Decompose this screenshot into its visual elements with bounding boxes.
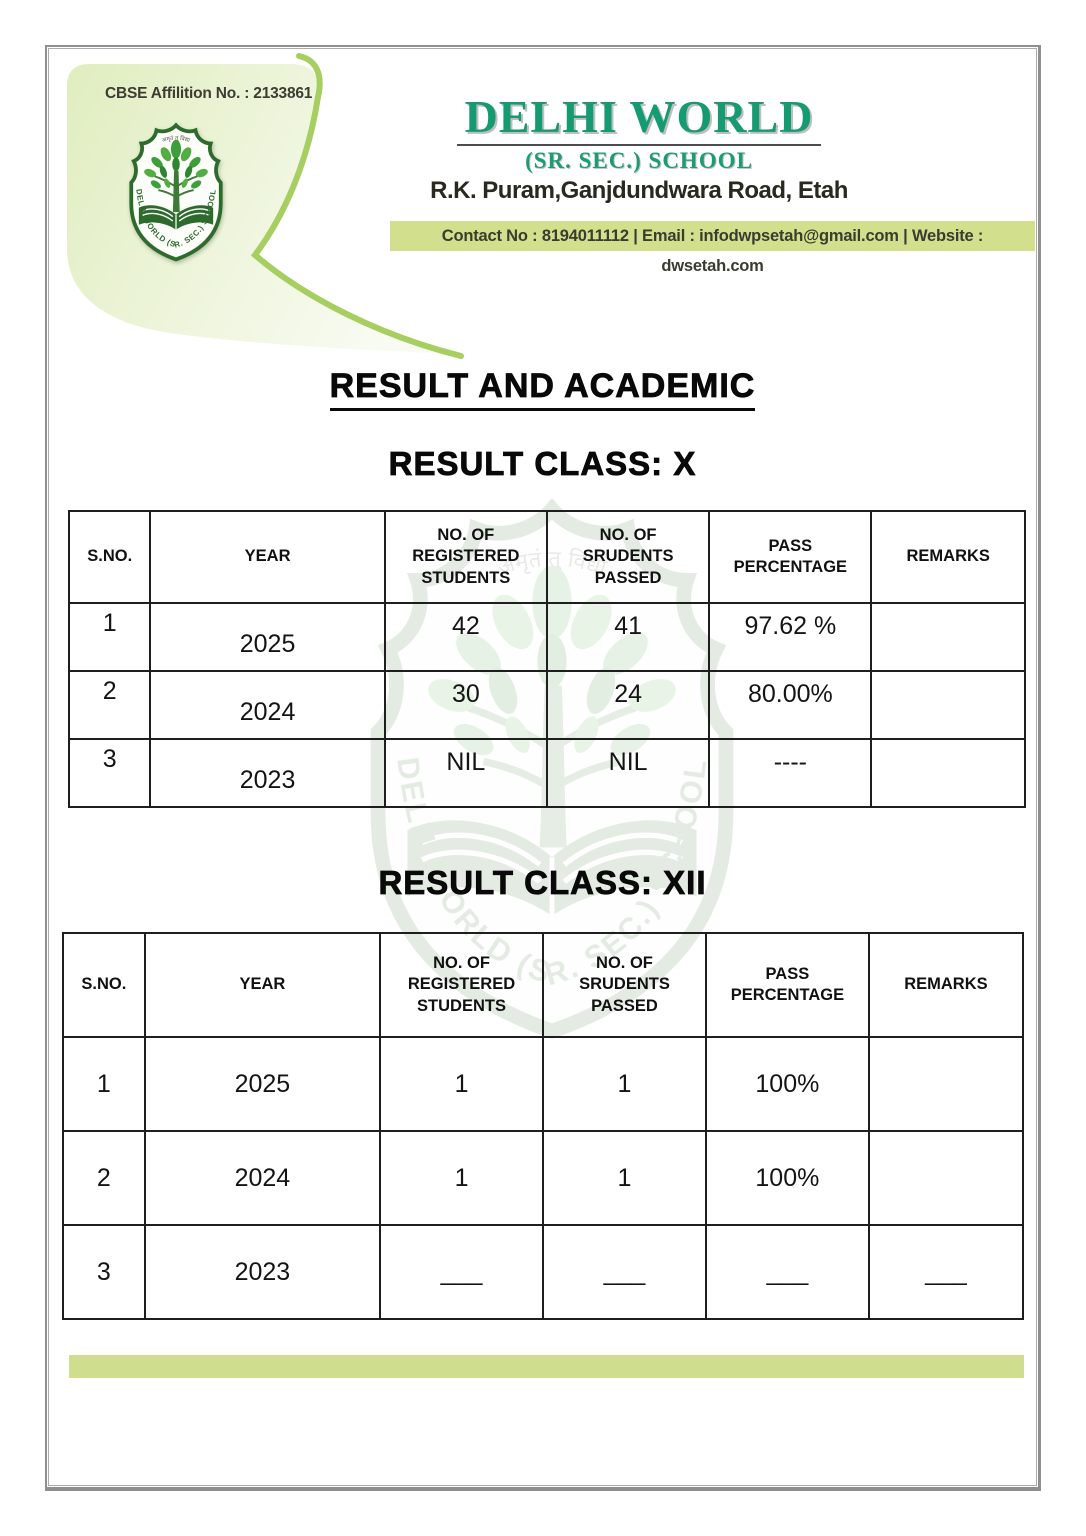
table-cell <box>869 1131 1023 1225</box>
footer-bar <box>69 1355 1024 1378</box>
table-cell: ___ <box>543 1225 706 1319</box>
table-cell: 2025 <box>150 603 384 671</box>
page-title-wrap <box>49 367 1036 411</box>
table-row <box>63 1131 1023 1225</box>
page-body <box>48 48 1037 1486</box>
table-cell: 80.00% <box>709 671 871 739</box>
table-cell: 1 <box>63 1037 145 1131</box>
column-header: REMARKS <box>871 511 1025 603</box>
column-header: REMARKS <box>869 933 1023 1037</box>
table-cell <box>871 671 1025 739</box>
column-header: PASS PERCENTAGE <box>709 511 871 603</box>
column-header: S.NO. <box>63 933 145 1037</box>
school-subtitle: (SR. SEC.) SCHOOL <box>525 148 753 173</box>
column-header: YEAR <box>145 933 380 1037</box>
column-header: YEAR <box>150 511 384 603</box>
school-address: R.K. Puram,Ganjdundwara Road, Etah <box>430 177 848 204</box>
table-cell: 41 <box>547 603 709 671</box>
table-row <box>69 671 1025 739</box>
table-cell: 24 <box>547 671 709 739</box>
table-cell: ___ <box>706 1225 869 1319</box>
table-row <box>63 1225 1023 1319</box>
table-cell: 2023 <box>145 1225 380 1319</box>
header-row <box>69 511 1025 603</box>
table-cell: 2024 <box>150 671 384 739</box>
school-name: DELHI WORLD <box>457 93 822 146</box>
page-title: RESULT AND ACADEMIC <box>330 367 756 411</box>
table-cell <box>871 603 1025 671</box>
table-cell <box>869 1037 1023 1131</box>
column-header: NO. OF SRUDENTS PASSED <box>543 933 706 1037</box>
table-row <box>69 739 1025 807</box>
table-row <box>63 1037 1023 1131</box>
page-frame <box>45 45 1041 1491</box>
table-cell: 3 <box>69 739 150 807</box>
table-cell <box>871 739 1025 807</box>
table-cell: 2025 <box>145 1037 380 1131</box>
table-cell: NIL <box>385 739 547 807</box>
results-table-class-xii <box>62 932 1024 1320</box>
table-cell: 3 <box>63 1225 145 1319</box>
table-cell: 2023 <box>150 739 384 807</box>
school-logo <box>113 113 239 271</box>
column-header: S.NO. <box>69 511 150 603</box>
table-cell: 1 <box>69 603 150 671</box>
table-cell: 100% <box>706 1037 869 1131</box>
table-cell: 2024 <box>145 1131 380 1225</box>
header-row <box>63 933 1023 1037</box>
table-cell: ___ <box>380 1225 543 1319</box>
column-header: PASS PERCENTAGE <box>706 933 869 1037</box>
table-cell: 1 <box>380 1037 543 1131</box>
results-table-class-x <box>68 510 1026 808</box>
table-cell: 2 <box>69 671 150 739</box>
column-header: NO. OF REGISTERED STUDENTS <box>380 933 543 1037</box>
column-header: NO. OF REGISTERED STUDENTS <box>385 511 547 603</box>
table-cell: 1 <box>380 1131 543 1225</box>
column-header: NO. OF SRUDENTS PASSED <box>547 511 709 603</box>
table-row <box>69 603 1025 671</box>
table-cell: 30 <box>385 671 547 739</box>
school-header <box>379 93 899 205</box>
section-title-class-x: RESULT CLASS: X <box>388 445 697 482</box>
table-cell: 97.62 % <box>709 603 871 671</box>
table-cell: ---- <box>709 739 871 807</box>
contact-bar: Contact No : 8194011112 | Email : infodwpsetah@gmail.com | Website : dwsetah.com <box>390 221 1035 251</box>
table-cell: NIL <box>547 739 709 807</box>
table-cell: 2 <box>63 1131 145 1225</box>
section-title-class-xii: RESULT CLASS: XII <box>378 864 707 901</box>
table-cell: 1 <box>543 1037 706 1131</box>
table-cell: 100% <box>706 1131 869 1225</box>
table-cell: 1 <box>543 1131 706 1225</box>
table-cell: 42 <box>385 603 547 671</box>
table-cell: ___ <box>869 1225 1023 1319</box>
affiliation-number: CBSE Affilition No. : 2133861 <box>105 85 313 102</box>
